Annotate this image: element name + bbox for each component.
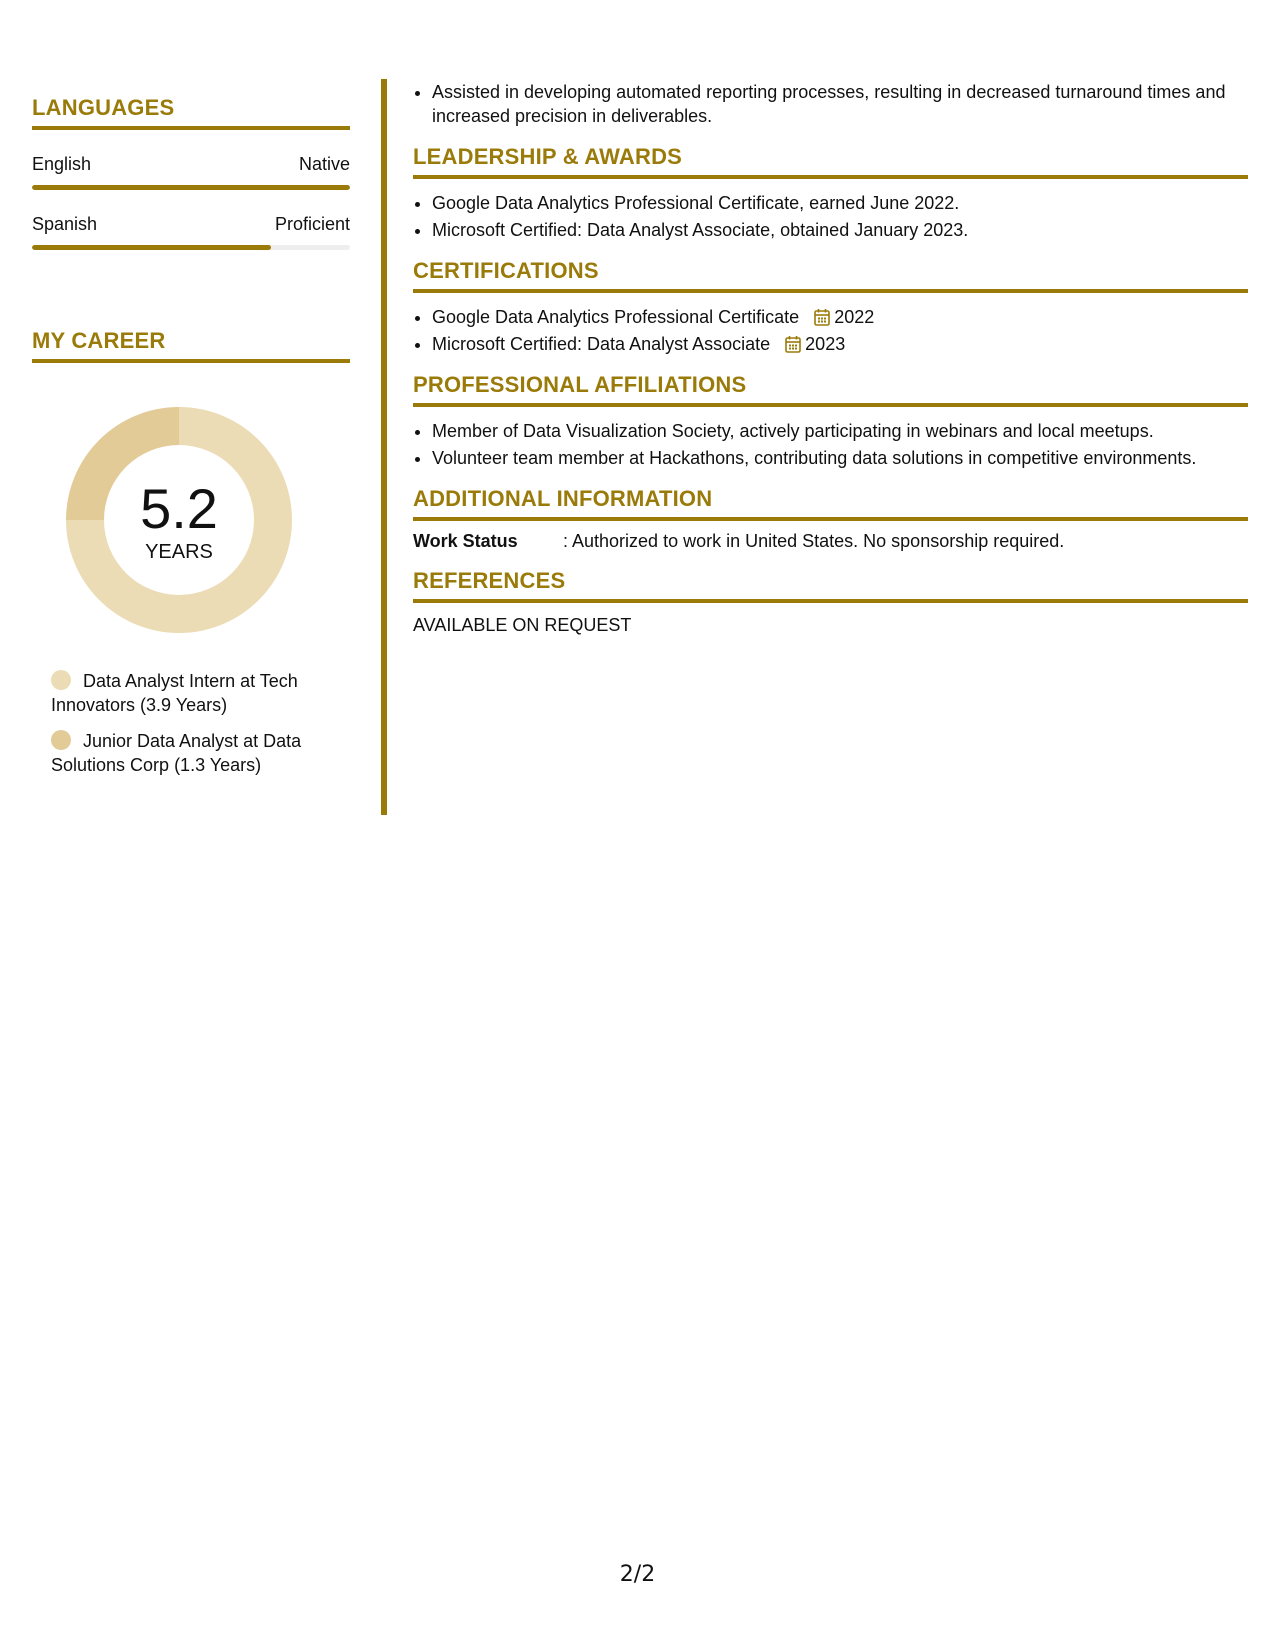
work-status-key: Work Status <box>413 531 518 551</box>
career-title: MY CAREER <box>32 328 350 363</box>
list-item: • Microsoft Certified: Data Analyst Associate, obtained January 2023. <box>432 218 1248 242</box>
language-name: Spanish <box>32 214 98 234</box>
references-text: AVAILABLE ON REQUEST <box>413 615 632 635</box>
right-column <box>413 80 1248 636</box>
career-legend <box>51 669 350 777</box>
language-name: English <box>32 154 92 174</box>
leadership-list <box>413 191 1248 242</box>
legend-label: Junior Data Analyst at Data Solutions Corp (1.3 Years) <box>51 731 302 775</box>
legend-label: Data Analyst Intern at Tech Innovators (3.9 Years) <box>51 671 298 715</box>
language-bar-track <box>32 245 350 250</box>
experience-tail-list <box>413 80 1248 128</box>
left-column <box>32 80 350 789</box>
languages-title: LANGUAGES <box>32 95 350 130</box>
additional-info-title: ADDITIONAL INFORMATION <box>413 486 1248 521</box>
column-divider <box>381 79 387 815</box>
affiliations-list <box>413 419 1248 470</box>
calendar-icon <box>785 335 801 353</box>
language-bar-fill <box>32 185 350 190</box>
language-bar-track <box>32 185 350 190</box>
certifications-title: CERTIFICATIONS <box>413 258 1248 293</box>
list-item <box>432 332 1248 356</box>
list-item: • Google Data Analytics Professional Certificate, earned June 2022. <box>432 191 1248 215</box>
total-years-value: 5.2 <box>140 477 218 540</box>
affiliations-title: PROFESSIONAL AFFILIATIONS <box>413 372 1248 407</box>
career-donut-chart <box>66 407 292 633</box>
certifications-list <box>413 305 1248 356</box>
list-item: • Assisted in developing automated reporting processes, resulting in decreased turnaround times and increased precision in deliverables. <box>432 80 1248 128</box>
legend-item <box>51 729 350 777</box>
language-bar-fill <box>32 245 271 250</box>
legend-item <box>51 669 350 717</box>
legend-dot <box>51 670 71 690</box>
work-status-value: : Authorized to work in United States. No sponsorship required. <box>563 531 1065 551</box>
list-item <box>432 305 1248 329</box>
language-level: Native <box>298 154 350 174</box>
certification-year: 2023 <box>805 334 846 354</box>
list-item: • Volunteer team member at Hackathons, contributing data solutions in competitive environments. <box>432 446 1248 470</box>
calendar-icon <box>814 308 830 326</box>
work-status-row <box>413 531 1248 552</box>
page-number: 2/2 <box>619 1562 656 1587</box>
career-section <box>32 328 350 777</box>
total-years-unit: YEARS <box>145 541 213 563</box>
language-level: Proficient <box>274 214 350 234</box>
certification-year: 2022 <box>834 307 875 327</box>
list-item: • Member of Data Visualization Society, actively participating in webinars and local meetups. <box>432 419 1248 443</box>
legend-dot <box>51 730 71 750</box>
leadership-title: LEADERSHIP & AWARDS <box>413 144 1248 179</box>
certification-name: Microsoft Certified: Data Analyst Associate <box>432 334 771 354</box>
references-title: REFERENCES <box>413 568 1248 603</box>
certification-name: Google Data Analytics Professional Certificate <box>432 307 800 327</box>
language-english <box>32 154 350 190</box>
language-spanish <box>32 214 350 250</box>
